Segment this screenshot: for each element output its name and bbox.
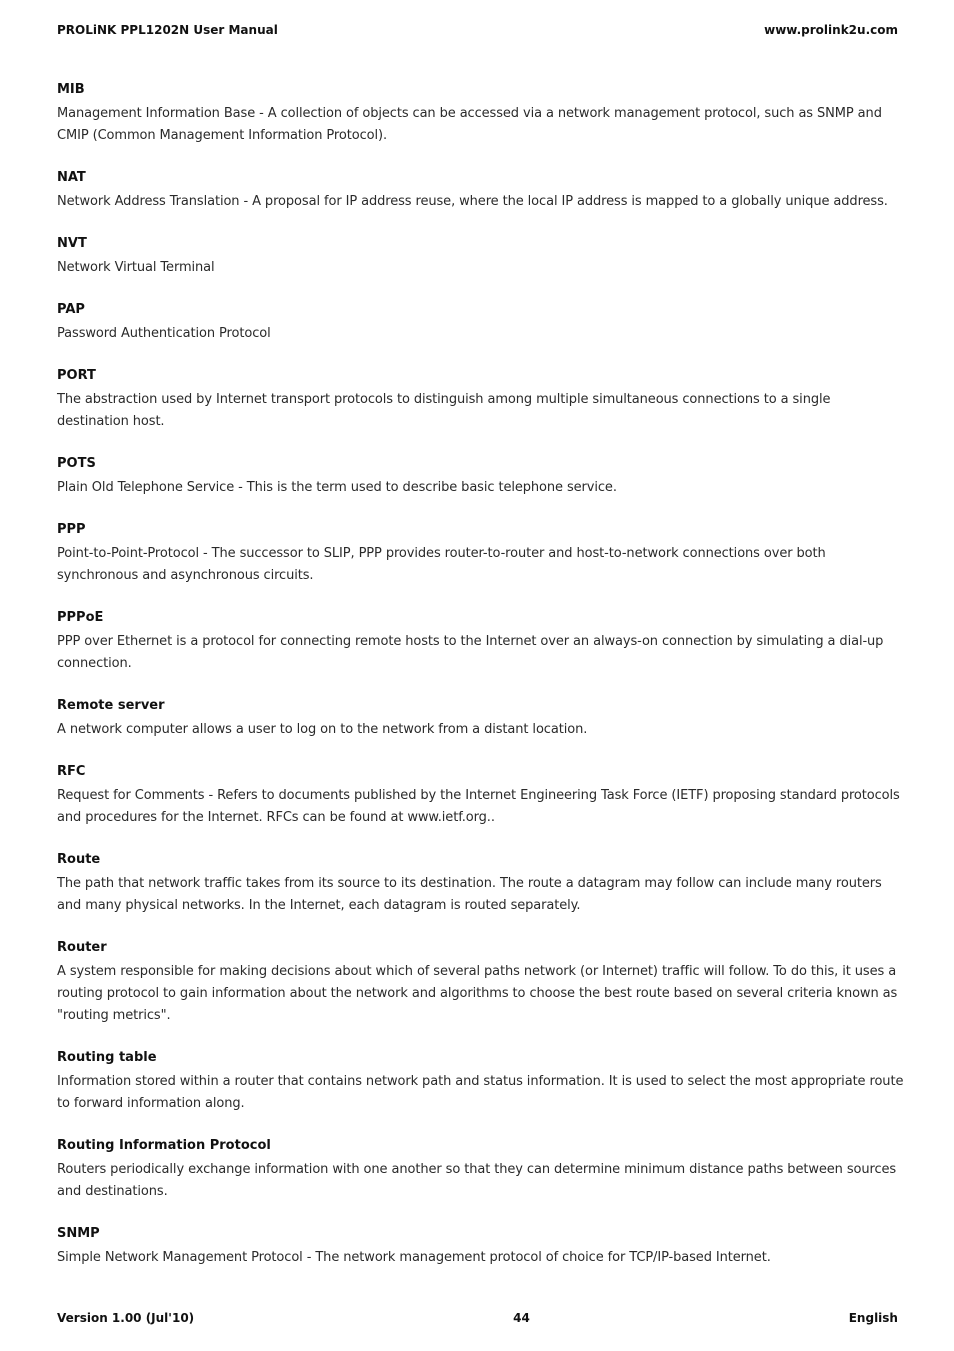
page-footer — [57, 1311, 898, 1329]
glossary-term: POTS — [57, 456, 96, 471]
glossary-entry-port — [57, 367, 905, 433]
glossary-term: NVT — [57, 236, 87, 251]
glossary-definition: Management Information Base - A collection of objects can be accessed via a network management protocol, such as SNMP and CMIP (Common Management Information Protocol). — [57, 106, 882, 143]
glossary-definition: Routers periodically exchange information with one another so that they can determine minimum distance paths between sources and destinations. — [57, 1162, 897, 1199]
glossary-term: Routing table — [57, 1050, 157, 1065]
glossary-definition: The abstraction used by Internet transport protocols to distinguish among multiple simultaneous connections to a single destination host. — [57, 392, 831, 429]
glossary-term: Remote server — [57, 698, 165, 713]
glossary-definition: Network Address Translation - A proposal for IP address reuse, where the local IP address is mapped to a globally unique address. — [57, 194, 888, 209]
glossary-term: PAP — [57, 302, 85, 317]
glossary-entry-nvt — [57, 235, 905, 279]
glossary-entry-rfc — [57, 763, 905, 829]
page-header — [57, 23, 898, 41]
glossary-entry-remote-server — [57, 697, 905, 741]
glossary-term: PORT — [57, 368, 96, 383]
glossary-entry-pppoe — [57, 609, 905, 675]
glossary-definition: Simple Network Management Protocol - The network management protocol of choice for TCP/IP-based Internet. — [57, 1250, 771, 1265]
page-number: 44 — [513, 1311, 530, 1325]
glossary-term: MIB — [57, 82, 85, 97]
glossary-entry-pap — [57, 301, 905, 345]
glossary-definition: Request for Comments - Refers to documents published by the Internet Engineering Task Force (IETF) proposing standard protocols and procedures for the Internet. RFCs can be found at www.ietf.org.. — [57, 788, 900, 825]
glossary-term: PPPoE — [57, 610, 104, 625]
glossary-entry-router — [57, 939, 905, 1027]
glossary-definition: Information stored within a router that contains network path and status information. It is used to select the most appropriate route to forward information along. — [57, 1074, 904, 1111]
glossary-term: Routing Information Protocol — [57, 1138, 271, 1153]
website-url: www.prolink2u.com — [764, 23, 898, 37]
glossary-entry-routing-table — [57, 1049, 905, 1115]
glossary-definition: A network computer allows a user to log on to the network from a distant location. — [57, 722, 588, 737]
glossary-entry-snmp — [57, 1225, 905, 1269]
glossary-entry-rip — [57, 1137, 905, 1203]
glossary-term: PPP — [57, 522, 86, 537]
glossary-entry-route — [57, 851, 905, 917]
glossary-entry-nat — [57, 169, 905, 213]
language-label: English — [848, 1311, 898, 1325]
glossary-term: RFC — [57, 764, 86, 779]
version-label: Version 1.00 (Jul'10) — [57, 1311, 195, 1325]
glossary-definition: A system responsible for making decisions about which of several paths network (or Internet) traffic will follow. To do this, it uses a routing protocol to gain information about the network and algorithms to choose the best route based on several criteria known as "routing metrics". — [57, 964, 898, 1023]
glossary-entry-pots — [57, 455, 905, 499]
glossary-entry-mib — [57, 81, 905, 147]
glossary-definition: PPP over Ethernet is a protocol for connecting remote hosts to the Internet over an always-on connection by simulating a dial-up connection. — [57, 634, 884, 671]
glossary-definition: Password Authentication Protocol — [57, 326, 271, 341]
glossary-content — [57, 81, 905, 1291]
glossary-term: NAT — [57, 170, 86, 185]
glossary-definition: Point-to-Point-Protocol - The successor to SLIP, PPP provides router-to-router and host-to-network connections over both synchronous and asynchronous circuits. — [57, 546, 826, 583]
glossary-definition: The path that network traffic takes from its source to its destination. The route a datagram may follow can include many routers and many physical networks. In the Internet, each datagram is routed separately. — [57, 876, 882, 913]
glossary-definition: Network Virtual Terminal — [57, 260, 215, 275]
glossary-definition: Plain Old Telephone Service - This is the term used to describe basic telephone service. — [57, 480, 617, 495]
glossary-term: Router — [57, 940, 107, 955]
glossary-term: SNMP — [57, 1226, 100, 1241]
glossary-entry-ppp — [57, 521, 905, 587]
manual-title: PROLiNK PPL1202N User Manual — [57, 23, 278, 37]
glossary-term: Route — [57, 852, 101, 867]
